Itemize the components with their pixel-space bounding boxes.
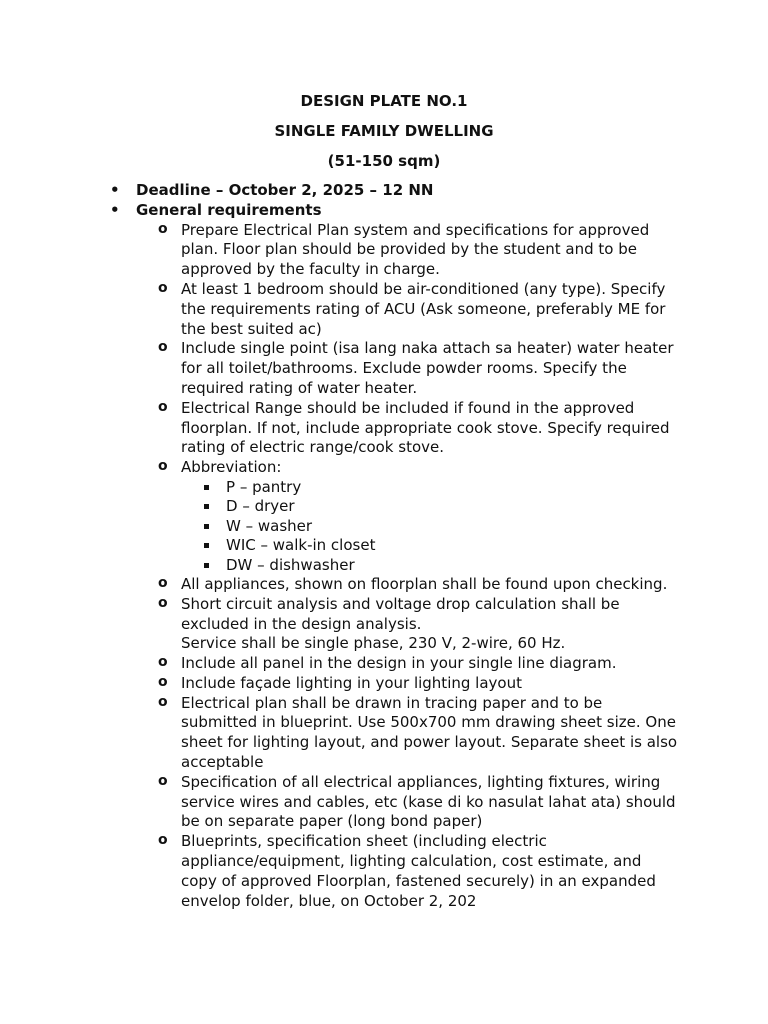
abbreviation-item xyxy=(0,478,768,497)
deadline-text: Deadline – October 2, 2025 – 12 NN xyxy=(136,181,434,199)
requirement-item xyxy=(0,654,681,674)
circle-bullet: o xyxy=(158,654,168,671)
circle-bullet: o xyxy=(158,673,168,690)
bullet-dot: • xyxy=(110,200,120,219)
title-area-range: (51-150 sqm) xyxy=(327,152,441,170)
requirement-item xyxy=(0,575,681,595)
requirement-text: Include single point (isa lang naka attach sa heater) water heater for all toilet/bathrooms. Exclude powder rooms. Specify the required rating of water heater. xyxy=(181,339,674,397)
requirements-list xyxy=(0,221,768,912)
circle-bullet: o xyxy=(158,832,168,849)
requirement-item xyxy=(0,221,681,280)
circle-bullet: o xyxy=(158,398,168,415)
circle-bullet: o xyxy=(158,693,168,710)
general-requirements-item xyxy=(0,201,768,221)
deadline-item xyxy=(0,181,768,201)
requirement-item xyxy=(0,694,681,773)
circle-bullet: o xyxy=(158,279,168,296)
circle-bullet: o xyxy=(158,594,168,611)
requirement-text: Short circuit analysis and voltage drop calculation shall be excluded in the design analysis. xyxy=(181,594,620,633)
requirement-text: All appliances, shown on floorplan shall be found upon checking. xyxy=(181,574,668,593)
service-spec-text: Service shall be single phase, 230 V, 2-wire, 60 Hz. xyxy=(181,634,566,653)
square-bullet xyxy=(204,524,209,529)
requirement-text: Prepare Electrical Plan system and specifications for approved plan. Floor plan should be provided by the student and to be approved by the faculty in charge. xyxy=(181,220,650,279)
square-bullet xyxy=(204,543,209,548)
requirement-item xyxy=(0,458,681,478)
abbreviation-text: W – washer xyxy=(226,516,313,535)
requirement-item xyxy=(0,595,681,654)
circle-bullet: o xyxy=(158,339,168,356)
requirement-item xyxy=(0,280,681,339)
abbreviation-item xyxy=(0,556,768,575)
circle-bullet: o xyxy=(158,574,168,591)
requirement-text: Include all panel in the design in your single line diagram. xyxy=(181,654,617,673)
title-single-family: SINGLE FAMILY DWELLING xyxy=(274,122,494,140)
square-bullet xyxy=(204,563,209,568)
general-requirements-heading: General requirements xyxy=(136,200,322,219)
title-block xyxy=(0,92,768,182)
square-bullet xyxy=(204,504,209,509)
title-design-plate: DESIGN PLATE NO.1 xyxy=(300,92,468,110)
abbreviation-item xyxy=(0,497,768,516)
requirement-item xyxy=(0,339,681,398)
circle-bullet: o xyxy=(158,772,168,789)
bullet-dot: • xyxy=(110,181,120,199)
main-bullet-list xyxy=(0,181,768,911)
abbreviation-heading: Abbreviation: xyxy=(181,458,282,477)
requirement-text: Include façade lighting in your lighting layout xyxy=(181,673,522,692)
abbreviation-text: D – dryer xyxy=(226,497,295,516)
abbreviation-text: DW – dishwasher xyxy=(226,555,355,574)
requirement-item xyxy=(0,832,681,911)
abbreviation-text: P – pantry xyxy=(226,477,302,496)
circle-bullet: o xyxy=(158,220,168,237)
requirement-text: Electrical plan shall be drawn in tracing paper and to be submitted in blueprint. Use 500x700 mm drawing sheet size. One sheet for lighting layout, and power layout. Separate sheet is also acceptable xyxy=(181,693,678,772)
requirement-text: At least 1 bedroom should be air-conditioned (any type). Specify the requirements rating of ACU (Ask someone, preferably ME for the best suited ac) xyxy=(181,279,666,338)
requirement-text: Blueprints, specification sheet (including electric appliance/equipment, lighting calculation, cost estimate, and copy of approved Floorplan, fastened securely) in an expanded envelop folder, blue, on October 2, 202 xyxy=(181,832,656,910)
abbreviation-item xyxy=(0,517,768,536)
square-bullet xyxy=(204,485,209,490)
requirement-item xyxy=(0,674,681,694)
circle-bullet: o xyxy=(158,458,168,475)
requirement-item xyxy=(0,399,681,458)
requirement-text: Specification of all electrical appliances, lighting fixtures, wiring service wires and cables, etc (kase di ko nasulat lahat ata) should be on separate paper (long bond paper) xyxy=(181,772,676,831)
abbreviation-item xyxy=(0,536,768,555)
requirement-item xyxy=(0,773,681,832)
requirement-text: Electrical Range should be included if found in the approved floorplan. If not, include appropriate cook stove. Specify required rating of electric range/cook stove. xyxy=(181,398,670,457)
abbreviation-text: WIC – walk-in closet xyxy=(226,536,376,555)
